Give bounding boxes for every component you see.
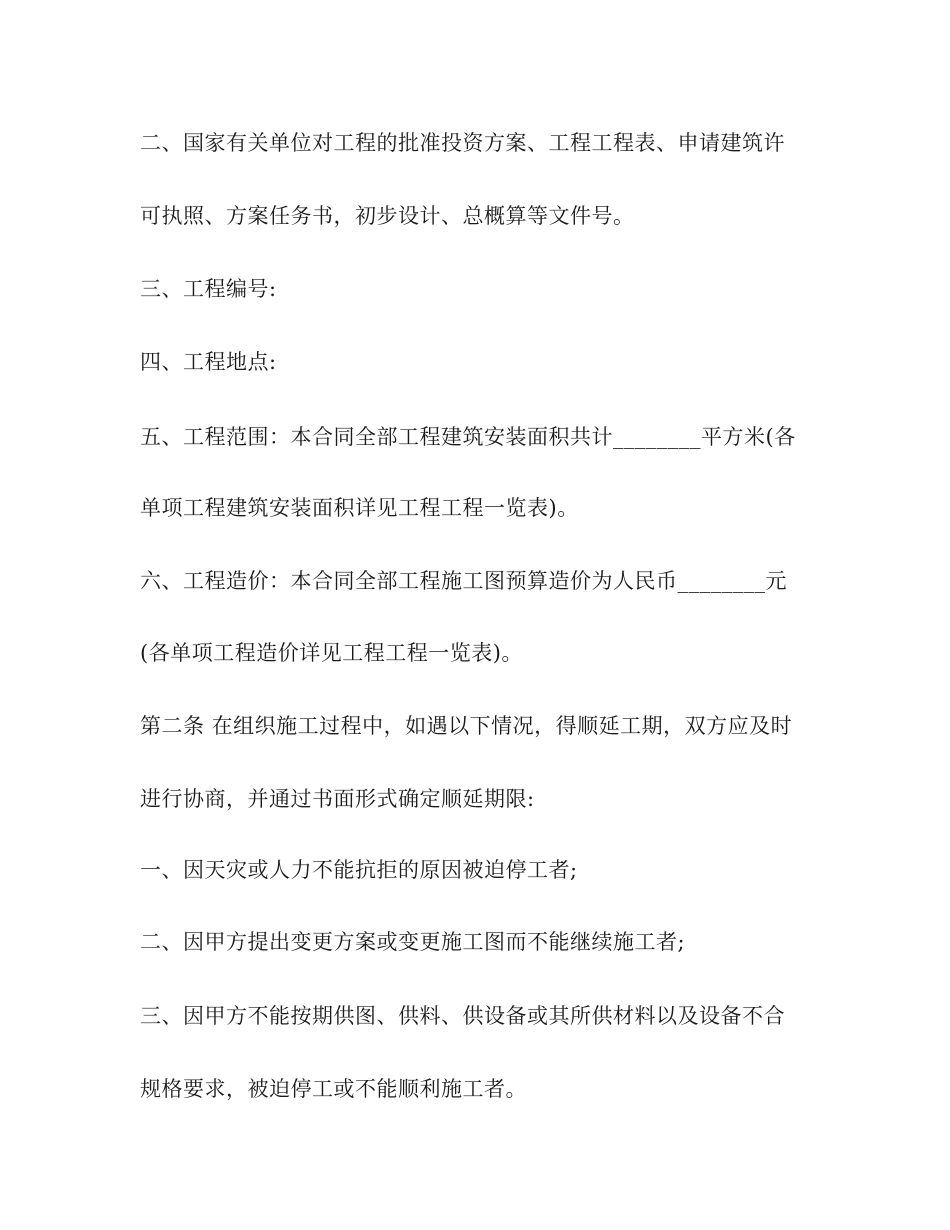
article-2-item-2: 二、因甲方提出变更方案或变更施工图而不能继续施工者; <box>140 930 686 954</box>
clause-3-project-number: 三、工程编号: <box>140 277 277 301</box>
clause-2-line-1: 二、国家有关单位对工程的批准投资方案、工程工程表、申请建筑许 <box>140 131 785 155</box>
clause-6-line-2: (各单项工程造价详见工程工程一览表)。 <box>140 641 523 665</box>
article-2-line-1: 第二条 在组织施工过程中，如遇以下情况，得顺延工期，双方应及时 <box>140 714 793 738</box>
clause-5-line-2: 单项工程建筑安装面积详见工程工程一览表)。 <box>140 496 579 520</box>
article-2-item-3-line-1: 三、因甲方不能按期供图、供料、供设备或其所供材料以及设备不合 <box>140 1004 785 1028</box>
article-2-item-1: 一、因天灾或人力不能抗拒的原因被迫停工者; <box>140 858 578 882</box>
clause-2-line-2: 可执照、方案任务书，初步设计、总概算等文件号。 <box>140 204 635 228</box>
clause-5-line-1: 五、工程范围：本合同全部工程建筑安装面积共计________平方米(各 <box>140 425 796 449</box>
article-2-line-2: 进行协商，并通过书面形式确定顺延期限: <box>140 787 535 811</box>
clause-6-line-1: 六、工程造价：本合同全部工程施工图预算造价为人民币________元 <box>140 569 787 593</box>
article-2-item-3-line-2: 规格要求，被迫停工或不能顺利施工者。 <box>140 1077 527 1101</box>
clause-4-project-location: 四、工程地点: <box>140 350 277 374</box>
